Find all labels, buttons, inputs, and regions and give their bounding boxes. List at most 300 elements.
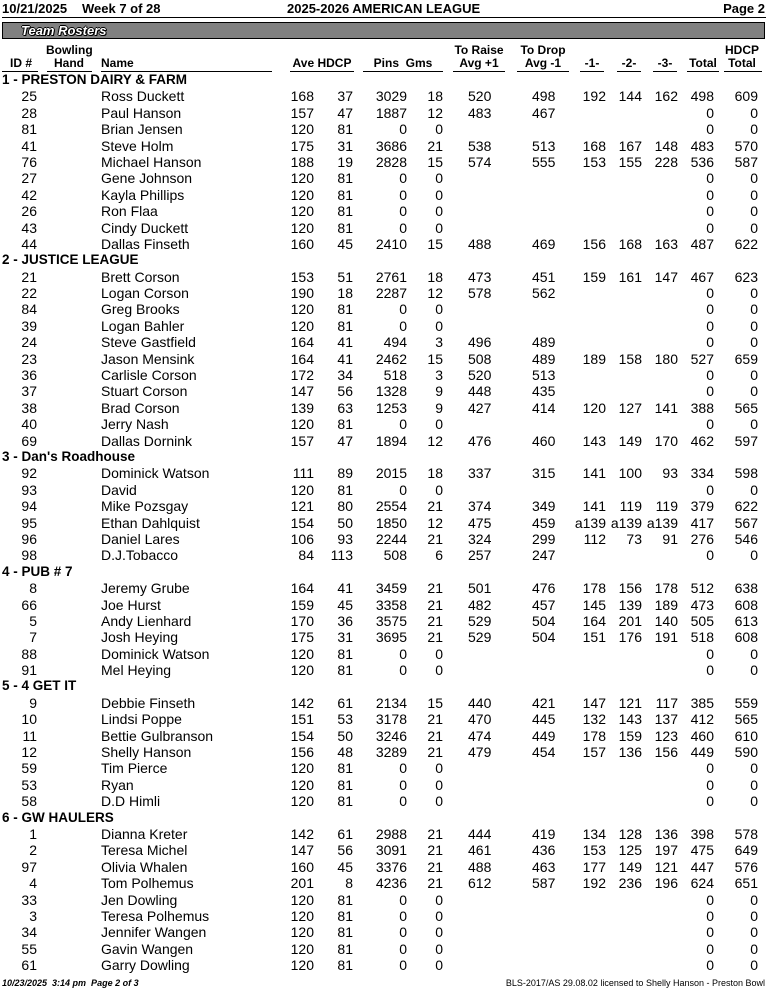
handicap: 81 (337, 760, 353, 777)
pins: 3575 (375, 612, 407, 629)
average: 120 (290, 940, 314, 957)
to-raise: 427 (468, 399, 492, 416)
games: 0 (435, 662, 443, 679)
player-id: 5 (29, 612, 37, 629)
table-row (0, 957, 768, 973)
average: 120 (290, 776, 314, 793)
total: 388 (690, 399, 714, 416)
team-heading: 2 - JUSTICE LEAGUE (2, 252, 139, 268)
table-row (0, 842, 768, 858)
total: 417 (690, 514, 714, 531)
games: 21 (427, 744, 443, 761)
total: 0 (706, 891, 714, 908)
to-raise: 444 (468, 825, 492, 842)
game-1: 141 (582, 498, 606, 515)
table-row (0, 318, 768, 334)
average: 120 (290, 662, 314, 679)
games: 18 (427, 268, 443, 285)
table-row (0, 285, 768, 301)
game-1: 178 (582, 727, 606, 744)
table-row (0, 220, 768, 236)
player-id: 7 (29, 629, 37, 646)
player-id: 39 (21, 317, 37, 334)
hdcp-total: 0 (750, 924, 758, 941)
average: 120 (290, 121, 314, 138)
to-drop: 459 (532, 514, 556, 531)
pins: 1894 (375, 432, 407, 449)
to-raise: 475 (468, 514, 492, 531)
to-drop: 445 (532, 711, 556, 728)
page-number: Page 2 (723, 1, 765, 16)
games: 0 (435, 907, 443, 924)
to-raise: 257 (468, 547, 492, 564)
player-name: Gene Johnson (101, 170, 193, 187)
player-name: Garry Dowling (101, 957, 190, 974)
table-row (0, 646, 768, 662)
to-raise: 324 (468, 530, 492, 547)
team-heading: 6 - GW HAULERS (2, 809, 114, 825)
average: 106 (290, 530, 314, 547)
pins: 0 (399, 957, 407, 974)
player-name: Jason Mensink (101, 350, 195, 367)
games: 21 (427, 530, 443, 547)
total: 0 (706, 776, 714, 793)
section-title: Team Rosters (21, 23, 107, 38)
total: 0 (706, 104, 714, 121)
average: 121 (290, 498, 314, 515)
player-name: Tom Polhemus (101, 875, 194, 892)
player-id: 91 (21, 662, 37, 679)
hdcp-total: 0 (750, 776, 758, 793)
game-2: 155 (618, 153, 642, 170)
to-raise: 496 (468, 334, 492, 351)
handicap: 81 (337, 203, 353, 220)
game-1: 120 (582, 399, 606, 416)
table-row (0, 170, 768, 186)
player-name: Bettie Gulbranson (101, 727, 214, 744)
total: 0 (706, 317, 714, 334)
to-raise: 529 (468, 629, 492, 646)
to-drop: 555 (532, 153, 556, 170)
handicap: 63 (337, 399, 353, 416)
average: 172 (290, 367, 314, 384)
to-raise: 501 (468, 580, 492, 597)
player-name: Stuart Corson (101, 383, 188, 400)
col-game3: -3- (657, 56, 673, 70)
hdcp-total: 0 (750, 957, 758, 974)
pins: 2287 (375, 285, 407, 302)
table-row (0, 154, 768, 170)
handicap: 56 (337, 842, 353, 859)
hdcp-total: 0 (750, 285, 758, 302)
average: 170 (290, 612, 314, 629)
table-row (0, 465, 768, 481)
table-row (0, 236, 768, 252)
to-drop: 467 (532, 104, 556, 121)
to-drop: 463 (532, 858, 556, 875)
handicap: 47 (337, 432, 353, 449)
player-name: Mike Pozsgay (101, 498, 189, 515)
to-raise: 479 (468, 744, 492, 761)
games: 0 (435, 760, 443, 777)
game-3: 162 (654, 88, 678, 105)
player-name: Greg Brooks (101, 301, 180, 318)
game-1: 151 (582, 629, 606, 646)
total: 0 (706, 219, 714, 236)
pins: 3289 (375, 744, 407, 761)
hdcp-total: 565 (734, 711, 758, 728)
average: 84 (298, 547, 314, 564)
col-name: Name (101, 56, 134, 70)
games: 0 (435, 793, 443, 810)
player-id: 40 (21, 416, 37, 433)
total: 0 (706, 203, 714, 220)
player-name: Tim Pierce (101, 760, 168, 777)
table-row (0, 695, 768, 711)
game-1: 156 (582, 235, 606, 252)
table-row (0, 334, 768, 350)
game-2: 161 (618, 268, 642, 285)
player-id: 97 (21, 858, 37, 875)
to-raise: 508 (468, 350, 492, 367)
player-id: 43 (21, 219, 37, 236)
player-id: 55 (21, 940, 37, 957)
average: 175 (290, 629, 314, 646)
table-row (0, 547, 768, 563)
game-3: 191 (654, 629, 678, 646)
handicap: 8 (345, 875, 353, 892)
table-row (0, 580, 768, 596)
total: 498 (690, 88, 714, 105)
games: 0 (435, 317, 443, 334)
hdcp-total: 0 (750, 547, 758, 564)
game-2: 236 (618, 875, 642, 892)
handicap: 81 (337, 891, 353, 908)
team-heading: 4 - PUB # 7 (2, 563, 73, 579)
games: 0 (435, 416, 443, 433)
player-name: Jen Dowling (101, 891, 178, 908)
game-2: 119 (619, 498, 642, 515)
pins: 1850 (375, 514, 407, 531)
player-id: 27 (21, 170, 37, 187)
player-name: Teresa Michel (101, 842, 188, 859)
total: 0 (706, 924, 714, 941)
hdcp-total: 546 (734, 530, 758, 547)
pins: 0 (399, 793, 407, 810)
player-id: 88 (21, 645, 37, 662)
total: 398 (690, 825, 714, 842)
average: 111 (292, 465, 314, 482)
to-raise: 612 (468, 875, 492, 892)
hdcp-total: 565 (734, 399, 758, 416)
game-1: 159 (582, 268, 606, 285)
game-1: a139 (574, 514, 606, 531)
game-3: 136 (654, 825, 678, 842)
games: 0 (435, 301, 443, 318)
player-id: 66 (21, 596, 37, 613)
hdcp-total: 623 (734, 268, 758, 285)
hdcp-total: 0 (750, 317, 758, 334)
to-raise: 448 (468, 383, 492, 400)
game-1: 192 (582, 88, 606, 105)
player-id: 8 (29, 580, 37, 597)
roster-table (0, 72, 768, 973)
game-2: 149 (618, 858, 642, 875)
hdcp-total: 0 (750, 367, 758, 384)
total: 379 (690, 498, 714, 515)
table-row (0, 875, 768, 891)
average: 154 (290, 514, 314, 531)
games: 12 (427, 432, 443, 449)
hdcp-total: 0 (750, 334, 758, 351)
hdcp-total: 559 (734, 694, 758, 711)
games: 15 (427, 350, 443, 367)
game-2: 125 (618, 842, 642, 859)
player-id: 36 (21, 367, 37, 384)
player-name: Mel Heying (101, 662, 172, 679)
total: 473 (690, 596, 714, 613)
pins: 3091 (375, 842, 407, 859)
average: 157 (290, 104, 314, 121)
game-3: 170 (654, 432, 678, 449)
game-1: 153 (582, 153, 606, 170)
hdcp-total: 610 (734, 727, 758, 744)
to-drop: 489 (532, 350, 556, 367)
average: 154 (290, 727, 314, 744)
player-id: 2 (29, 842, 37, 859)
handicap: 31 (337, 137, 353, 154)
to-raise: 520 (468, 88, 492, 105)
player-id: 23 (21, 350, 37, 367)
to-drop: 436 (532, 842, 556, 859)
to-raise: 574 (468, 153, 492, 170)
handicap: 93 (337, 530, 353, 547)
hdcp-total: 0 (750, 170, 758, 187)
total: 462 (690, 432, 714, 449)
col-raise: Avg +1 (459, 56, 499, 70)
player-name: Joe Hurst (101, 596, 161, 613)
average: 120 (290, 907, 314, 924)
game-2: 149 (618, 432, 642, 449)
handicap: 61 (337, 825, 353, 842)
table-row (0, 138, 768, 154)
total: 0 (706, 383, 714, 400)
average: 160 (290, 858, 314, 875)
games: 0 (435, 219, 443, 236)
game-2: a139 (610, 514, 642, 531)
player-name: Carlisle Corson (101, 367, 197, 384)
game-3: 147 (654, 268, 678, 285)
total: 487 (690, 235, 714, 252)
game-3: 156 (654, 744, 678, 761)
print-timestamp: 10/23/2025 3:14 pm Page 2 of 3 (2, 978, 139, 988)
player-id: 26 (21, 203, 37, 220)
player-id: 59 (21, 760, 37, 777)
col-raise-top: To Raise (454, 43, 504, 57)
table-row (0, 597, 768, 613)
total: 0 (706, 186, 714, 203)
game-3: 178 (654, 580, 678, 597)
table-row (0, 531, 768, 547)
hdcp-total: 609 (734, 88, 758, 105)
handicap: 80 (337, 498, 353, 515)
games: 0 (435, 170, 443, 187)
handicap: 81 (337, 301, 353, 318)
col-id: ID # (9, 56, 32, 70)
game-3: 228 (654, 153, 678, 170)
pins: 0 (399, 416, 407, 433)
to-drop: 451 (532, 268, 556, 285)
game-3: 163 (654, 235, 678, 252)
games: 21 (427, 842, 443, 859)
game-2: 128 (618, 825, 642, 842)
total: 0 (706, 481, 714, 498)
hdcp-total: 0 (750, 416, 758, 433)
report-date: 10/21/2025 (2, 1, 68, 16)
table-row (0, 269, 768, 285)
hdcp-total: 576 (734, 858, 758, 875)
handicap: 81 (337, 940, 353, 957)
total: 460 (690, 727, 714, 744)
handicap: 81 (337, 186, 353, 203)
to-drop: 513 (532, 367, 556, 384)
pins: 0 (399, 301, 407, 318)
pins: 0 (399, 940, 407, 957)
pins: 3686 (375, 137, 407, 154)
handicap: 51 (337, 268, 353, 285)
table-row (0, 301, 768, 317)
game-1: 153 (582, 842, 606, 859)
table-row (0, 924, 768, 940)
average: 160 (290, 235, 314, 252)
total: 0 (706, 170, 714, 187)
average: 153 (290, 268, 314, 285)
games: 21 (427, 612, 443, 629)
table-row (0, 908, 768, 924)
player-name: D.J.Tobacco (101, 547, 179, 564)
table-row (0, 203, 768, 219)
pins: 3178 (375, 711, 407, 728)
player-name: Dallas Dornink (101, 432, 193, 449)
team-heading: 3 - Dan's Roadhouse (2, 448, 135, 464)
average: 120 (290, 891, 314, 908)
table-row (0, 88, 768, 104)
hdcp-total: 0 (750, 203, 758, 220)
game-3: 140 (654, 612, 678, 629)
games: 0 (435, 924, 443, 941)
hdcp-total: 0 (750, 219, 758, 236)
game-1: 168 (582, 137, 606, 154)
player-id: 33 (21, 891, 37, 908)
games: 18 (427, 465, 443, 482)
report-header (0, 0, 768, 18)
to-raise: 483 (468, 104, 492, 121)
table-row (0, 433, 768, 449)
game-3: 119 (655, 498, 678, 515)
table-row (0, 482, 768, 498)
to-raise: 374 (468, 498, 492, 515)
handicap: 81 (337, 776, 353, 793)
player-id: 84 (21, 301, 37, 318)
pins: 0 (399, 776, 407, 793)
player-id: 9 (29, 694, 37, 711)
total: 0 (706, 645, 714, 662)
average: 147 (290, 842, 314, 859)
to-drop: 299 (532, 530, 556, 547)
game-3: 180 (654, 350, 678, 367)
average: 164 (290, 334, 314, 351)
to-raise: 337 (468, 465, 492, 482)
game-2: 121 (618, 694, 642, 711)
pins: 3695 (375, 629, 407, 646)
player-name: Jennifer Wangen (101, 924, 207, 941)
to-drop: 421 (532, 694, 556, 711)
to-raise: 473 (468, 268, 492, 285)
total: 512 (690, 580, 714, 597)
team-heading: 5 - 4 GET IT (2, 678, 77, 694)
games: 21 (427, 629, 443, 646)
player-name: Cindy Duckett (101, 219, 189, 236)
player-id: 41 (21, 137, 37, 154)
handicap: 47 (337, 104, 353, 121)
games: 0 (435, 203, 443, 220)
average: 188 (290, 153, 314, 170)
average: 164 (290, 350, 314, 367)
pins: 2015 (375, 465, 407, 482)
total: 0 (706, 301, 714, 318)
license-text: BLS-2017/AS 29.08.02 licensed to Shelly Hanson - Preston Bowl (505, 978, 765, 988)
player-name: Jerry Nash (101, 416, 169, 433)
player-name: Ross Duckett (101, 88, 185, 105)
player-id: 24 (21, 334, 37, 351)
hdcp-total: 0 (750, 793, 758, 810)
to-drop: 414 (532, 399, 556, 416)
table-row (0, 498, 768, 514)
average: 120 (290, 924, 314, 941)
games: 21 (427, 825, 443, 842)
pins: 4236 (375, 875, 407, 892)
pins: 0 (399, 924, 407, 941)
player-name: Ethan Dahlquist (101, 514, 200, 531)
handicap: 50 (337, 514, 353, 531)
average: 164 (290, 580, 314, 597)
average: 175 (290, 137, 314, 154)
hdcp-total: 0 (750, 760, 758, 777)
games: 3 (435, 367, 443, 384)
to-raise: 488 (468, 235, 492, 252)
hdcp-total: 622 (734, 235, 758, 252)
to-drop: 435 (532, 383, 556, 400)
to-drop: 476 (532, 580, 556, 597)
player-id: 94 (21, 498, 37, 515)
handicap: 18 (337, 285, 353, 302)
player-id: 42 (21, 186, 37, 203)
table-row (0, 416, 768, 432)
pins: 494 (383, 334, 407, 351)
player-name: Lindsi Poppe (101, 711, 182, 728)
handicap: 41 (337, 350, 353, 367)
player-name: Daniel Lares (101, 530, 180, 547)
player-name: Dianna Kreter (101, 825, 188, 842)
game-3: 197 (654, 842, 678, 859)
to-drop: 498 (532, 88, 556, 105)
player-id: 21 (21, 268, 37, 285)
col-hdcp-total: Total (728, 56, 756, 70)
table-row (0, 744, 768, 760)
total: 385 (690, 694, 714, 711)
pins: 0 (399, 907, 407, 924)
pins: 2462 (375, 350, 407, 367)
